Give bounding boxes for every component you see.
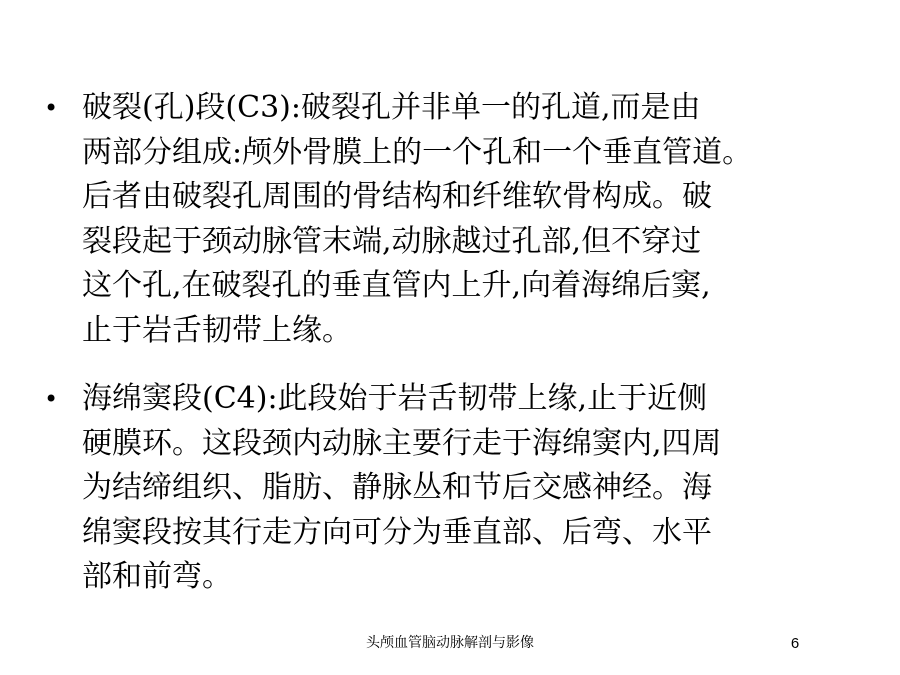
text-line: 后者由破裂孔周围的骨结构和纤维软骨构成。破 [82,179,712,214]
text-line: 部和前弯。 [82,559,232,594]
text-line: 这个孔,在破裂孔的垂直管内上升,向着海绵后窦, [82,268,711,303]
bullet-marker: • [44,94,59,122]
text-line: 裂段起于颈动脉管末端,动脉越过孔部,但不穿过 [82,223,702,259]
bullet-text [82,377,842,600]
bullet-list [40,86,840,624]
bullet-marker: • [44,385,59,413]
text-line: 两部分组成:颅外骨膜上的一个孔和一个垂直管道。 [82,134,753,170]
text-line: 破裂(孔)段(C3):破裂孔并非单一的孔道,而是由 [82,90,701,125]
page-number: 6 [790,635,800,652]
bullet-item-c3 [40,86,840,353]
text-line: 硬膜环。这段颈内动脉主要行走于海绵窦内,四周 [82,425,722,461]
bullet-item-c4 [40,377,840,600]
text-line: 海绵窦段(C4):此段始于岩舌韧带上缘,止于近侧 [82,381,708,416]
text-line: 绵窦段按其行走方向可分为垂直部、后弯、水平 [82,514,712,550]
footer-title: 头颅血管脑动脉解剖与影像 [366,635,534,651]
text-line: 止于岩舌韧带上缘。 [82,312,352,348]
bullet-text [82,86,842,353]
text-line: 为结缔组织、脂肪、静脉丛和节后交感神经。海 [82,470,712,505]
